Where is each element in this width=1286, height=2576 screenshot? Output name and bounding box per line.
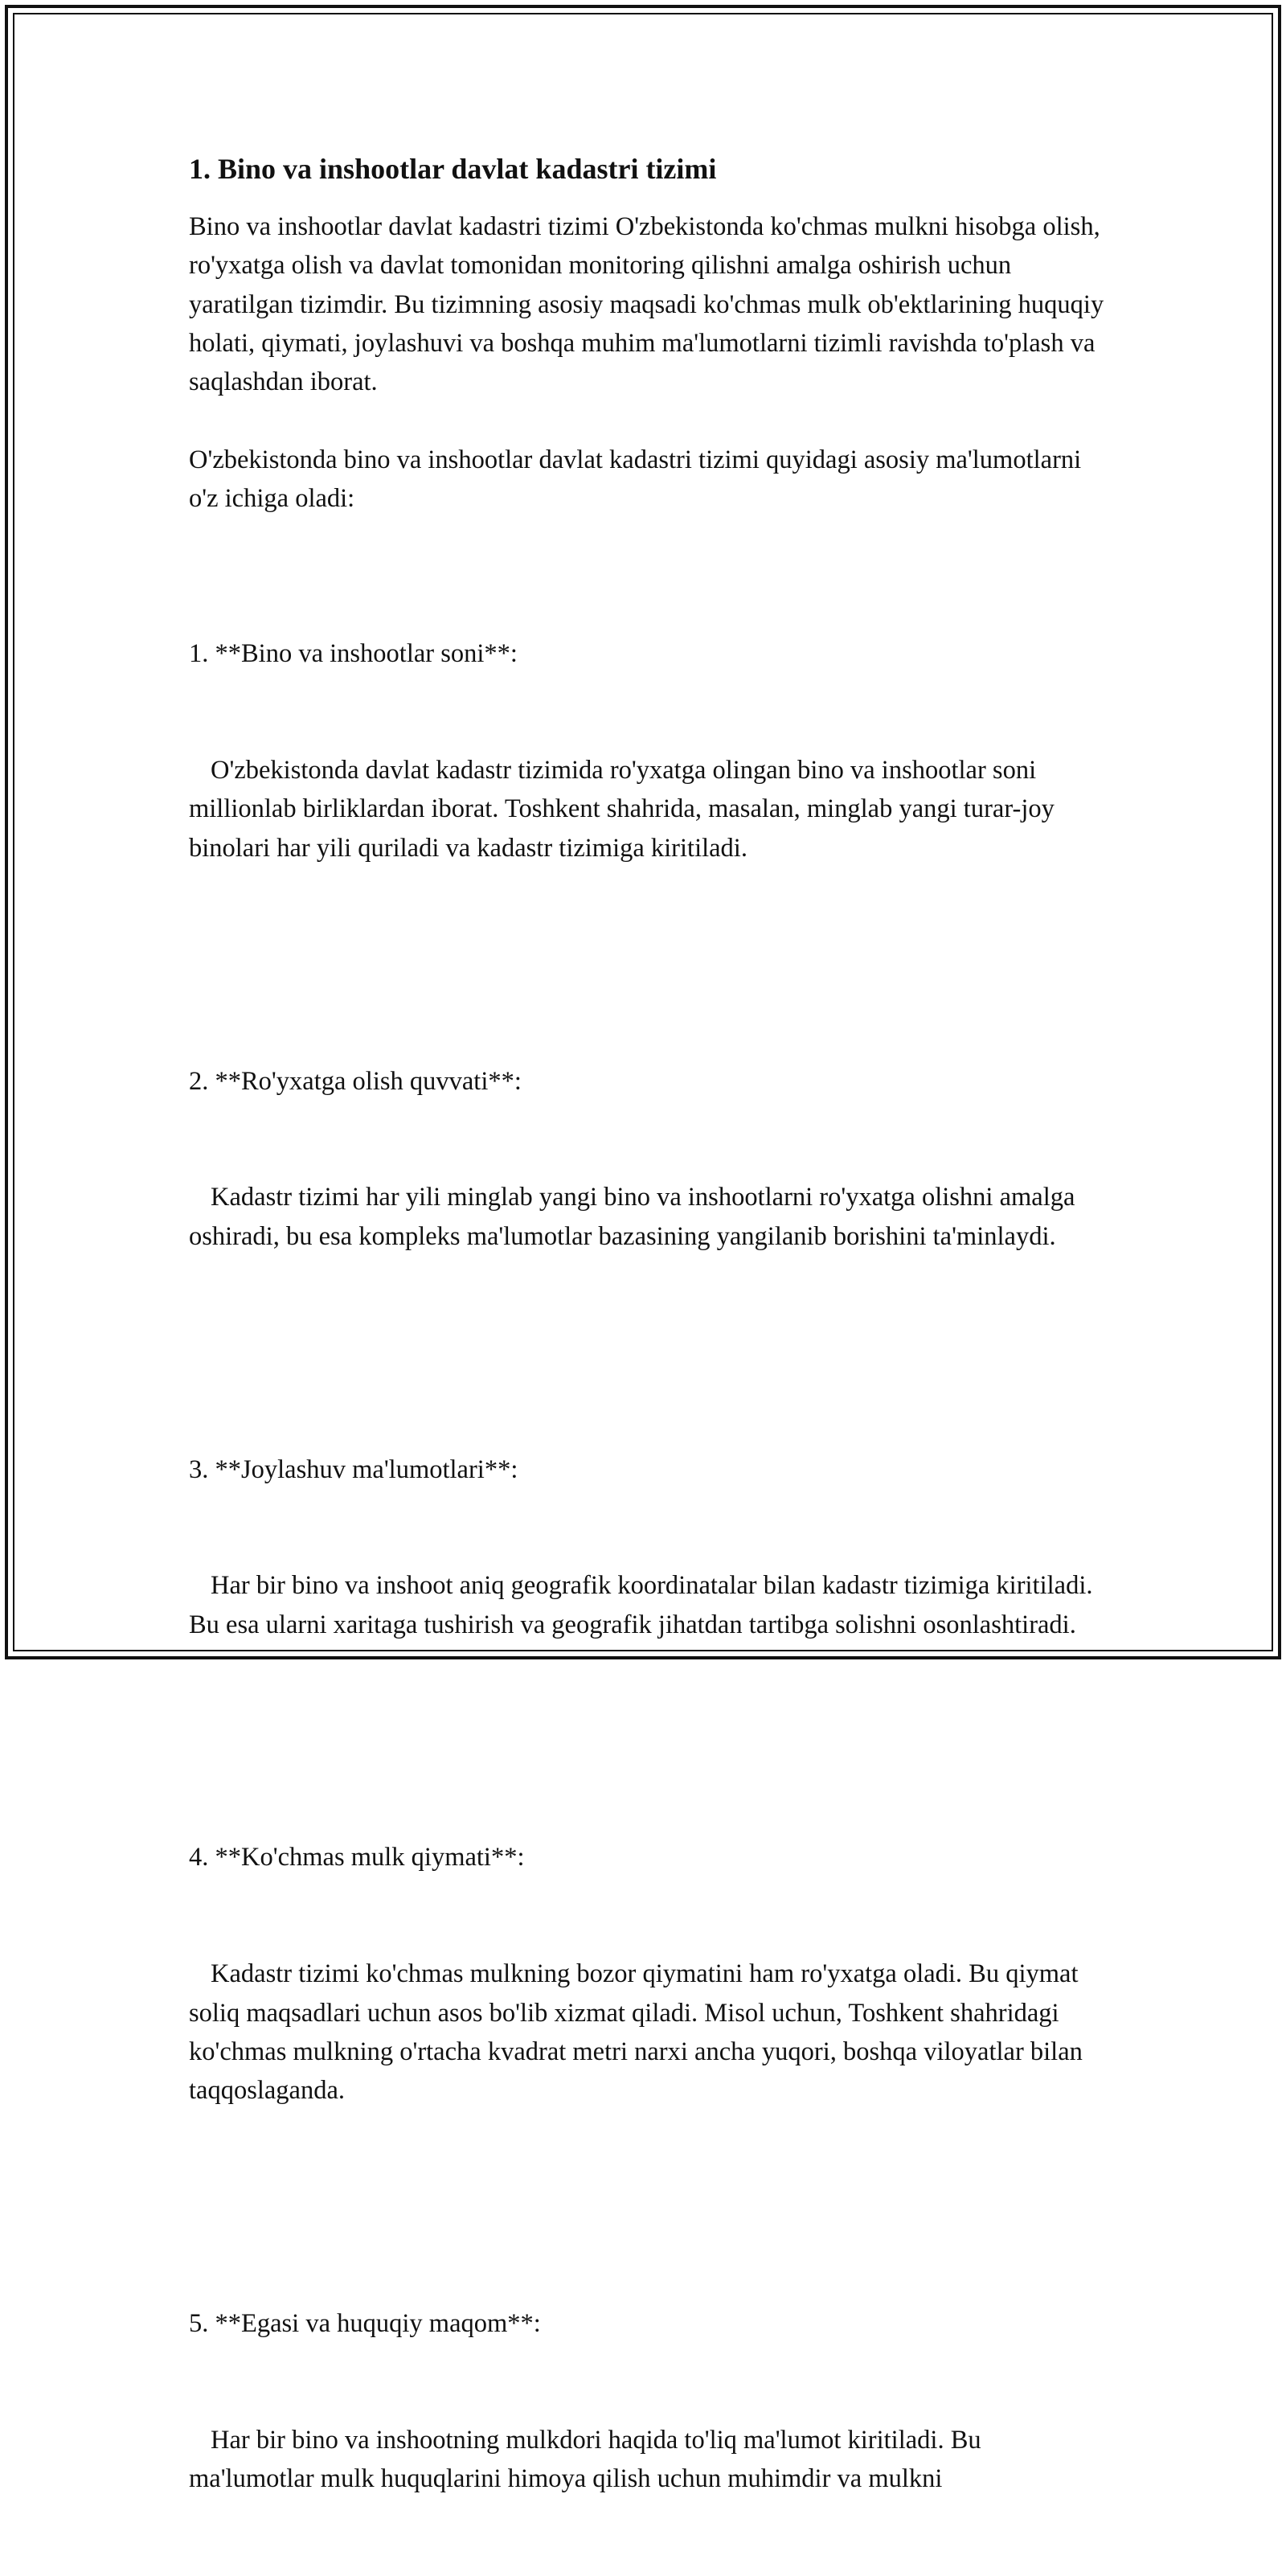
list-item-body: Kadastr tizimi har yili minglab yangi bino va inshootlarni ro'yxatga olishni amalga oshiradi, bu esa kompleks ma'lumotlar bazasining yangilanib borishini ta'minlaydi.	[189, 1183, 1082, 1251]
lead-paragraph: O'zbekistonda bino va inshootlar davlat kadastri tizimi quyidagi asosiy ma'lumotlarni o'z ichiga oladi:	[189, 445, 1088, 514]
list-item-body: Har bir bino va inshoot aniq geografik koordinatalar bilan kadastr tizimiga kiritiladi. Bu esa ularni xaritaga tushirish va geografik jihatdan tartibga solishni osonlashtiradi.	[189, 1571, 1100, 1639]
section-title: 1. Bino va inshootlar davlat kadastri tizimi	[189, 153, 717, 185]
intro-paragraph: Bino va inshootlar davlat kadastri tizimi O'zbekistonda ko'chmas mulkni hisobga olish, ro'yxatga olish va davlat tomonidan monitoring qilishni amalga oshirish uchun yaratilgan tizimdir. Bu tizimning asosiy maqsadi ko'chmas mulk ob'ektlarining huquqiy holati, qiymati, joylashuvi va boshqa muhim ma'lumotlarni tizimli ravishda to'plash va saqlashdan iborat.	[189, 212, 1111, 397]
document-body	[189, 150, 1111, 2576]
list-item-heading: 1. **Bino va inshootlar soni**:	[189, 639, 518, 669]
list-item-3	[189, 1372, 1105, 1722]
list-item-2	[189, 984, 1105, 1334]
list-item-body: Har bir bino va inshootning mulkdori haqida to'liq ma'lumot kiritiladi. Bu ma'lumotlar mulk huquqlarini himoya qilish uchun muhimdir va mulkni	[189, 2425, 988, 2494]
list-item-5	[189, 2226, 1105, 2576]
list-item-heading: 4. **Ko'chmas mulk qiymati**:	[189, 1843, 525, 1873]
list-item-heading: 2. **Ro'yxatga olish quvvati**:	[189, 1066, 522, 1096]
list-item-1	[189, 557, 1105, 945]
list-item-body: Kadastr tizimi ko'chmas mulkning bozor qiymatini ham ro'yxatga oladi. Bu qiymat soliq maqsadlari uchun asos bo'lib xizmat qiladi. Misol uchun, Toshkent shahridagi ko'chmas mulkning o'rtacha kvadrat metri narxi ancha yuqori, boshqa viloyatlar bilan taqqoslaganda.	[189, 1959, 1089, 2106]
list-item-heading: 5. **Egasi va huquqiy maqom**:	[189, 2309, 541, 2339]
list-item-body: O'zbekistonda davlat kadastr tizimida ro'yxatga olingan bino va inshootlar soni millionlab birliklardan iborat. Toshkent shahrida, masalan, minglab yangi turar-joy binolari har yili quriladi va kadastr tizimiga kiritiladi.	[189, 756, 1061, 863]
list-item-4	[189, 1761, 1105, 2188]
list-item-heading: 3. **Joylashuv ma'lumotlari**:	[189, 1454, 518, 1484]
